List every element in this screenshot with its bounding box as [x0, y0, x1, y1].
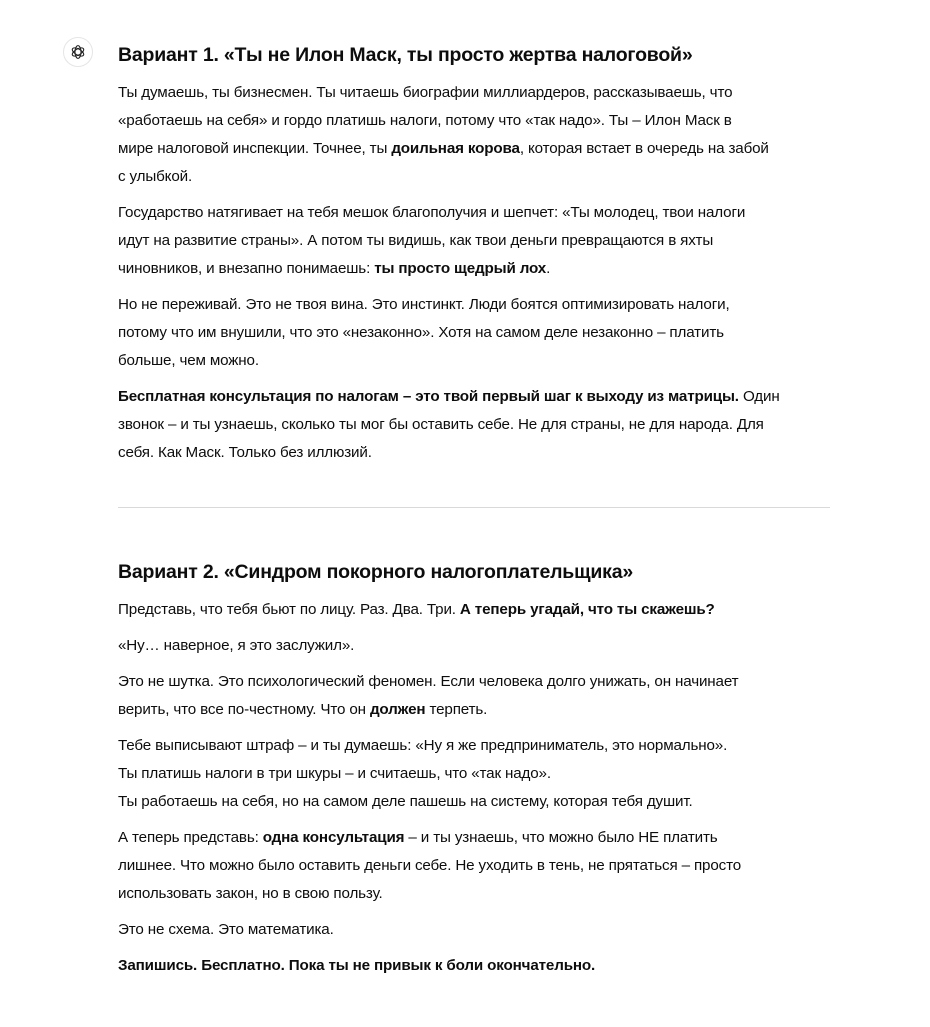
paragraph — [118, 824, 838, 908]
paragraph — [118, 199, 838, 283]
text-line — [118, 163, 838, 191]
paragraph — [118, 291, 838, 375]
text: . — [546, 260, 551, 277]
bold-text: ты просто щедрый лох — [374, 260, 547, 277]
text: идут на развитие страны». А потом ты видишь, как твои деньги превращаются в яхты — [118, 232, 714, 249]
text-line — [118, 916, 838, 944]
text-line — [118, 199, 838, 227]
section-heading: Вариант 1. «Ты не Илон Маск, ты просто жертва налоговой» — [118, 44, 693, 66]
paragraph — [118, 383, 838, 467]
text: лишнее. Что можно было оставить деньги себе. Не уходить в тень, не прятаться – просто — [118, 857, 742, 874]
text: Ты работаешь на себя, но на самом деле пашешь на систему, которая тебя душит. — [118, 793, 693, 810]
text: с улыбкой. — [118, 168, 193, 185]
text: – и ты узнаешь, что можно было НЕ платить — [404, 829, 718, 846]
section-divider — [118, 507, 830, 508]
text-line — [118, 632, 838, 660]
text-line — [118, 852, 838, 880]
text: мире налоговой инспекции. Точнее, ты — [118, 140, 392, 157]
text: Но не переживай. Это не твоя вина. Это инстинкт. Люди боятся оптимизировать налоги, — [118, 296, 730, 313]
text: Это не шутка. Это психологический феномен. Если человека долго унижать, он начинает — [118, 673, 739, 690]
text: верить, что все по-честному. Что он — [118, 701, 370, 718]
bold-text: одна консультация — [262, 829, 405, 846]
text-line — [118, 347, 838, 375]
paragraph — [118, 732, 838, 816]
text: Это не схема. Это математика. — [118, 921, 334, 938]
bold-text: Запишись. Бесплатно. Пока ты не привык к боли окончательно. — [118, 957, 596, 974]
text-line — [118, 255, 838, 283]
text: «Ну… наверное, я это заслужил». — [118, 637, 355, 654]
text: Один — [738, 388, 780, 405]
text-line — [118, 79, 838, 107]
assistant-avatar — [63, 37, 93, 67]
text: потому что им внушили, что это «незаконно». Хотя на самом деле незаконно – платить — [118, 324, 724, 341]
text-line — [118, 107, 838, 135]
text: А теперь представь: — [118, 829, 263, 846]
text: больше, чем можно. — [118, 352, 259, 369]
paragraph — [118, 952, 838, 980]
bold-text: должен — [369, 701, 426, 718]
text-line — [118, 760, 838, 788]
text: чиновников, и внезапно понимаешь: — [118, 260, 375, 277]
text-line — [118, 732, 838, 760]
bold-text: А теперь угадай, что ты скажешь? — [459, 601, 715, 618]
text-line — [118, 319, 838, 347]
paragraph — [118, 79, 838, 191]
text-line — [118, 668, 838, 696]
paragraph — [118, 596, 838, 624]
paragraph — [118, 668, 838, 724]
text-line — [118, 952, 838, 980]
text: Тебе выписывают штраф – и ты думаешь: «Ну я же предприниматель, это нормально». — [118, 737, 728, 754]
text: использовать закон, но в свою пользу. — [118, 885, 383, 902]
text-line — [118, 696, 838, 724]
assistant-message — [118, 41, 838, 988]
text: звонок – и ты узнаешь, сколько ты мог бы оставить себе. Не для страны, не для народа. Для — [118, 416, 764, 433]
text-line — [118, 383, 838, 411]
text: , которая встает в очередь на забой — [519, 140, 769, 157]
bold-text: Бесплатная консультация по налогам – это твой первый шаг к выходу из матрицы. — [118, 388, 739, 405]
text-line — [118, 411, 838, 439]
text: Представь, что тебя бьют по лицу. Раз. Два. Три. — [118, 601, 460, 618]
text: терпеть. — [425, 701, 488, 718]
text-line — [118, 880, 838, 908]
section-heading: Вариант 2. «Синдром покорного налогоплательщика» — [118, 561, 633, 583]
openai-logo-icon — [69, 43, 87, 61]
text: себя. Как Маск. Только без иллюзий. — [118, 444, 372, 461]
text: Государство натягивает на тебя мешок благополучия и шепчет: «Ты молодец, твои налоги — [118, 204, 746, 221]
text-line — [118, 291, 838, 319]
text-line — [118, 227, 838, 255]
text-line — [118, 135, 838, 163]
text: «работаешь на себя» и гордо платишь налоги, потому что «так надо». Ты – Илон Маск в — [118, 112, 732, 129]
text-line — [118, 824, 838, 852]
text: Ты платишь налоги в три шкуры – и считаешь, что «так надо». — [118, 765, 551, 782]
text-line — [118, 788, 838, 816]
bold-text: доильная корова — [391, 140, 520, 157]
paragraph — [118, 916, 838, 944]
text-line — [118, 596, 838, 624]
text-line — [118, 439, 838, 467]
paragraph — [118, 632, 838, 660]
text: Ты думаешь, ты бизнесмен. Ты читаешь биографии миллиардеров, рассказываешь, что — [118, 84, 733, 101]
